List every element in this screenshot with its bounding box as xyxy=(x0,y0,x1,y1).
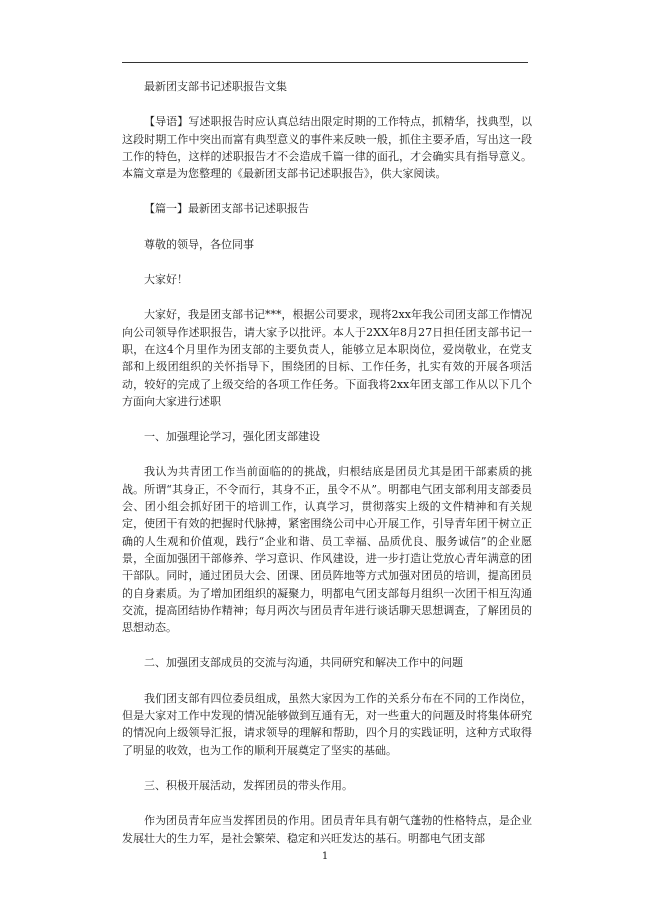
body-paragraph-2: 我认为共青团工作当前面临的的挑战，归根结底是团员尤其是团干部素质的挑战。所谓“其身正，不令而行，其身不正，虽令不从”。明都电气团支部利用支部委员会、团小组会抓好团干的培训工作，认真学习，贯彻落实上级的文件精神和有关规定，使团干有效的把握时代脉搏，紧密围绕公司中心开展工作，引导青年团干树立正确的人生观和价值观，践行“企业和谐、员工幸福、品质优良、服务诚信”的企业愿景，全面加强团干部修养、学习意识、作风建设，进一步打造让党放心青年满意的团干部队。同时，通过团员大会、团课、团员阵地等方式加强对团员的培训，提高团员的自身素质。为了增加团组织的凝聚力，明都电气团支部每月组织一次团干相互沟通交流，提高团结协作精神；每月两次与团员青年进行谈话聊天思想调查，了解团员的思想动态。 xyxy=(122,465,532,635)
heading-3: 三、积极开展活动，发挥团员的带头作用。 xyxy=(144,778,353,792)
document-body xyxy=(122,78,532,864)
page-number: 1 xyxy=(321,851,329,862)
salutation: 尊敬的领导，各位同事 xyxy=(144,237,254,251)
heading-1: 一、加强理论学习，强化团支部建设 xyxy=(144,430,320,444)
body-paragraph-3: 我们团支部有四位委员组成，虽然大家因为工作的关系分布在不同的工作岗位，但是大家对工作中发现的情况能够做到互通有无，对一些重大的问题及时将集体研究的情况向上级领导汇报，请求领导的理解和帮助，四个月的实践证明，这种方式取得了明显的收效，也为工作的顺利开展奠定了坚实的基础。 xyxy=(122,691,532,757)
heading-2: 二、加强团支部成员的交流与沟通，共同研究和解决工作中的问题 xyxy=(144,656,463,670)
header-rule xyxy=(122,62,528,63)
document-title: 最新团支部书记述职报告文集 xyxy=(144,80,287,93)
body-paragraph-4: 作为团员青年应当发挥团员的作用。团员青年具有朝气蓬勃的性格特点，是企业发展壮大的生力军，是社会繁荣、稳定和兴旺发达的基石。明都电气团支部 xyxy=(122,814,532,845)
intro-paragraph: 【导语】写述职报告时应认真总结出限定时期的工作特点，抓精华，找典型，以这段时期工作中突出而富有典型意义的事件来反映一般，抓住主要矛盾，写出这一段工作的特色，这样的述职报告才不会造成千篇一律的面孔，才会确实具有指导意义。本篇文章是为您整理的《最新团支部书记述职报告》，供大家阅读。 xyxy=(122,115,532,181)
body-paragraph-1: 大家好，我是团支部书记***，根据公司要求，现将2xx年我公司团支部工作情况向公司领导作述职报告，请大家予以批评。本人于2XX年8月27日担任团支部书记一职，在这4个月里作为团支部的主要负责人，能够立足本职岗位，爱岗敬业，在党支部和上级团组织的关怀指导下，围绕团的目标、工作任务，扎实有效的开展各项活动，较好的完成了上级交给的各项工作任务。下面我将2xx年团支部工作从以下几个方面向大家进行述职 xyxy=(122,308,532,408)
greeting: 大家好！ xyxy=(144,273,188,287)
section-heading: 【篇一】最新团支部书记述职报告 xyxy=(144,202,309,216)
